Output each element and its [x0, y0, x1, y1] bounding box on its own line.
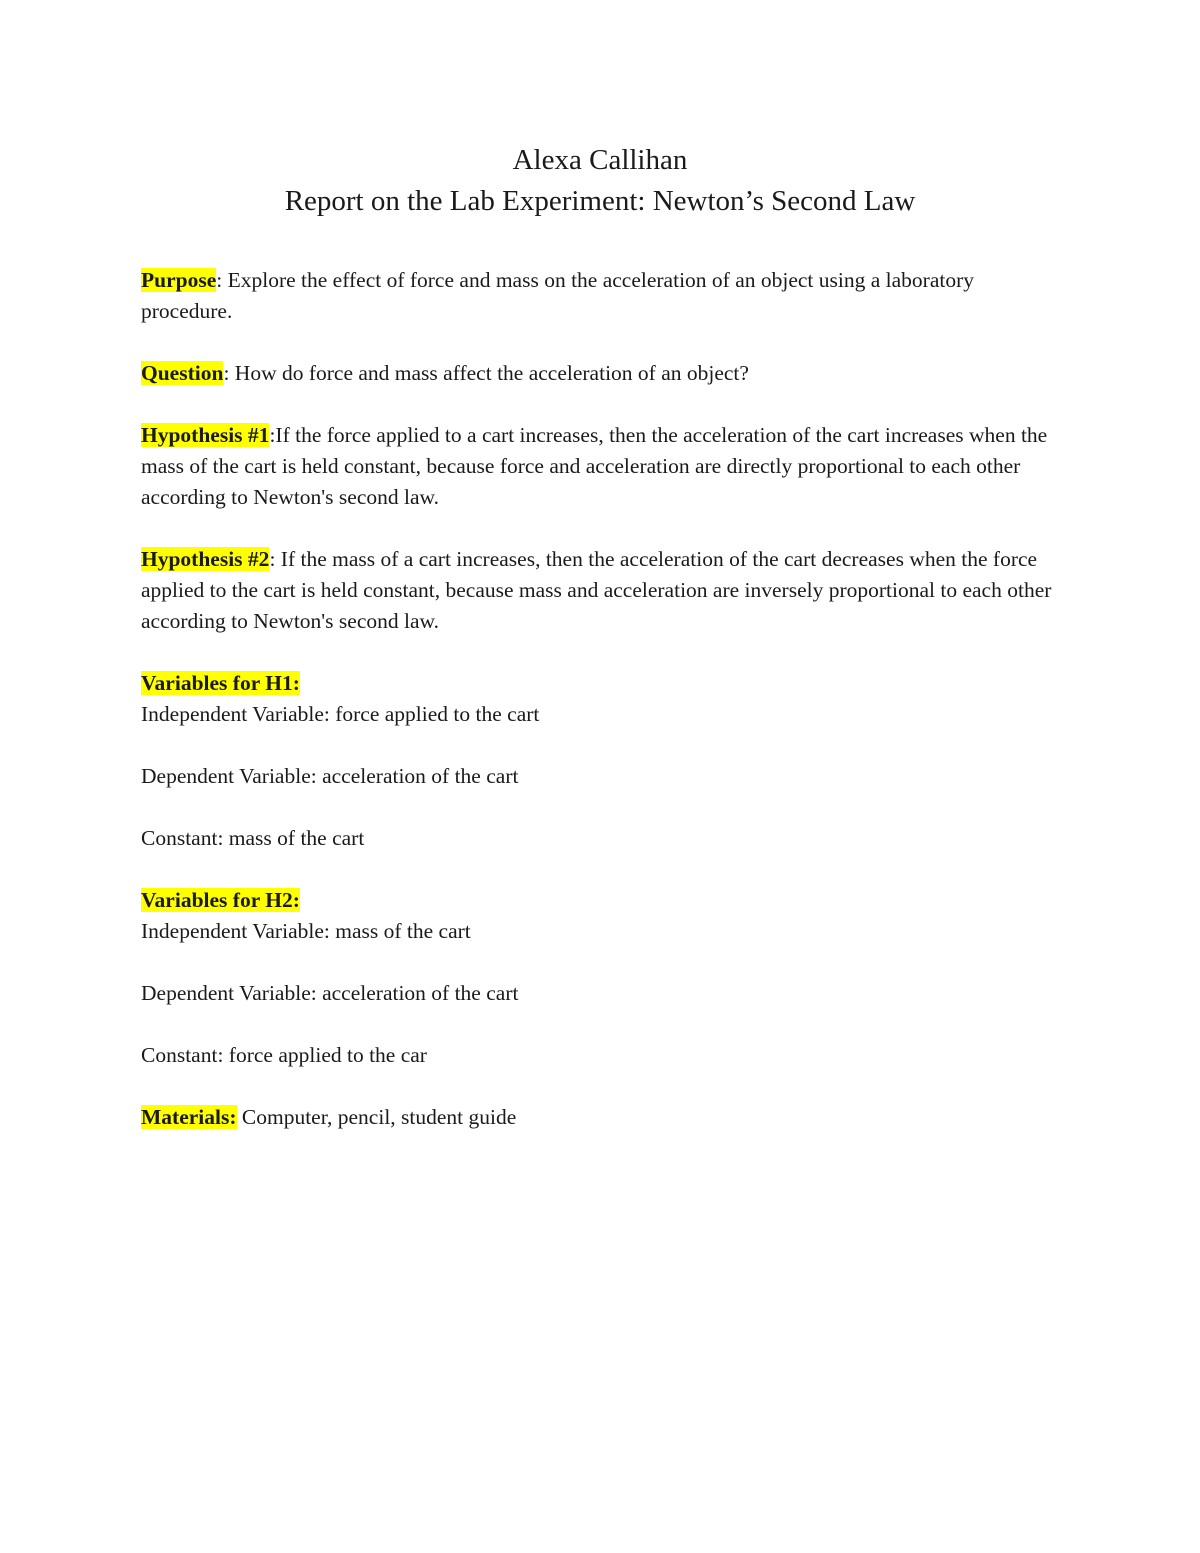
hypothesis-2-text: : If the mass of a cart increases, then the acceleration of the cart decreases when the force applied to the cart is held constant, because mass and acceleration are inversely proportional to each other according to Newton's second law. [141, 547, 1052, 633]
variables-h1-constant: Constant: mass of the cart [141, 826, 365, 850]
purpose-text: : Explore the effect of force and mass on the acceleration of an object using a laboratory procedure. [141, 268, 975, 323]
variables-h1-heading [141, 668, 1061, 699]
variables-h1-independent: Independent Variable: force applied to the cart [141, 702, 540, 726]
variables-h2-label: Variables for H2: [141, 888, 300, 912]
materials-paragraph [141, 1102, 1061, 1133]
purpose-paragraph [141, 265, 1061, 327]
variables-h2-dependent: Dependent Variable: acceleration of the cart [141, 981, 519, 1005]
materials-text: Computer, pencil, student guide [236, 1105, 517, 1129]
hypothesis-1-text: :If the force applied to a cart increases, then the acceleration of the cart increases when the mass of the cart is held constant, because force and acceleration are directly proportional to each other according to Newton's second law. [141, 423, 1048, 509]
variables-h2-independent: Independent Variable: mass of the cart [141, 919, 471, 943]
title-block [0, 140, 1200, 222]
question-label: Question [141, 361, 224, 385]
purpose-label: Purpose [141, 268, 217, 292]
hypothesis-1-label: Hypothesis #1 [141, 423, 270, 447]
variables-h1-label: Variables for H1: [141, 671, 300, 695]
question-text: : How do force and mass affect the acceleration of an object? [223, 361, 749, 385]
hypothesis-2-paragraph [141, 544, 1061, 637]
variables-h2-heading [141, 885, 1061, 916]
report-title: Report on the Lab Experiment: Newton’s Second Law [284, 185, 916, 217]
author-name: Alexa Callihan [512, 144, 688, 176]
variables-h1-dependent: Dependent Variable: acceleration of the cart [141, 764, 519, 788]
hypothesis-1-paragraph [141, 420, 1061, 513]
variables-h2-constant: Constant: force applied to the car [141, 1043, 427, 1067]
question-paragraph [141, 358, 1061, 389]
hypothesis-2-label: Hypothesis #2 [141, 547, 270, 571]
report-body [141, 265, 1061, 1164]
materials-label: Materials: [141, 1105, 237, 1129]
